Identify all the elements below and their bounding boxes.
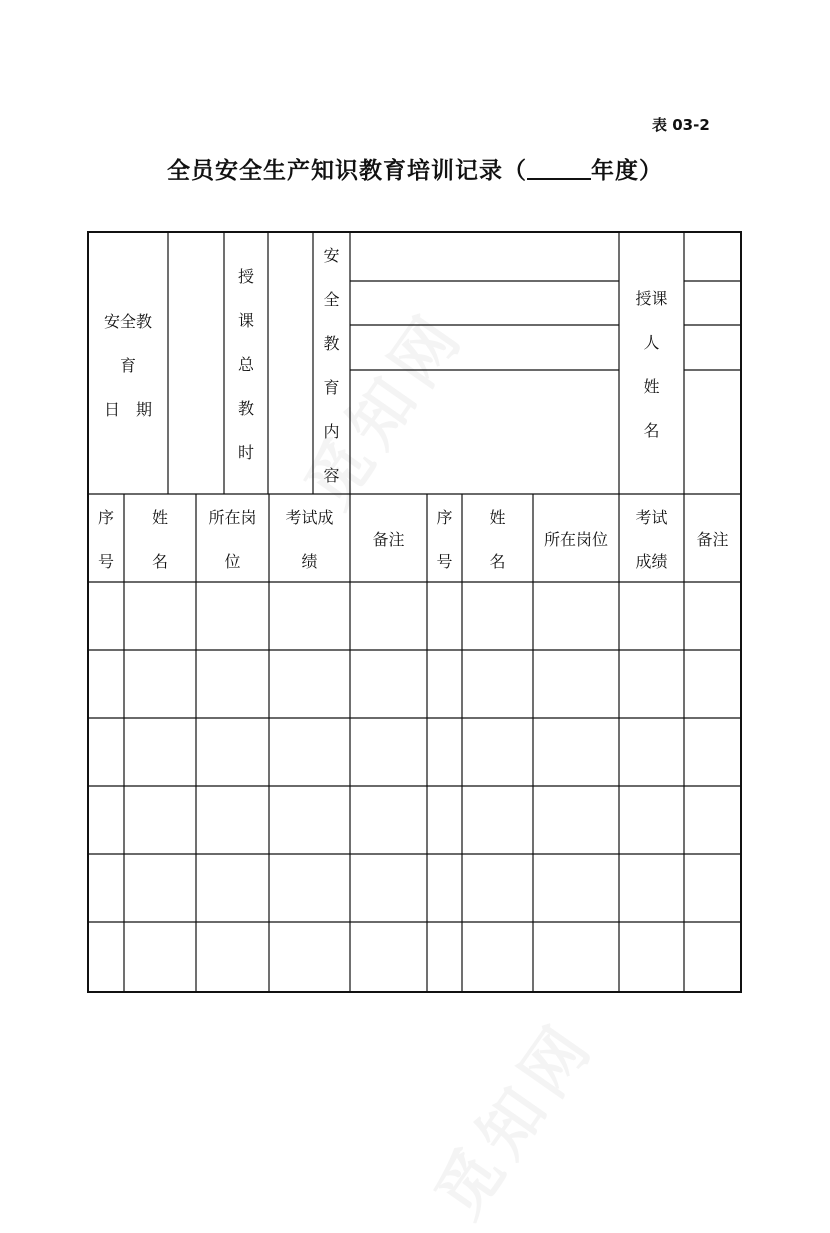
col-score-line: 考试成 bbox=[285, 508, 334, 527]
col-post-left bbox=[196, 496, 269, 584]
edu-content-char: 内 bbox=[323, 422, 340, 441]
col-post-line: 所在岗 bbox=[208, 508, 257, 527]
total-hours-char: 总 bbox=[237, 355, 254, 374]
instructor-name-header bbox=[619, 277, 684, 453]
edu-content-char: 教 bbox=[323, 334, 340, 353]
total-hours-header bbox=[224, 255, 268, 475]
col-name-char: 姓 bbox=[151, 508, 168, 527]
col-name-char: 名 bbox=[489, 552, 506, 571]
col-remark-right: 备注 bbox=[696, 530, 729, 549]
edu-content-char: 安 bbox=[323, 246, 340, 265]
col-name-left bbox=[124, 496, 196, 584]
col-name-char: 名 bbox=[151, 552, 168, 571]
total-hours-char: 课 bbox=[237, 311, 254, 330]
col-seq-char: 序 bbox=[436, 508, 453, 527]
instructor-char: 人 bbox=[643, 333, 660, 352]
edu-content-char: 育 bbox=[323, 378, 340, 397]
col-seq-right bbox=[427, 496, 462, 584]
instructor-char: 名 bbox=[643, 421, 660, 440]
total-hours-char: 授 bbox=[237, 267, 254, 286]
edu-date-line-1: 安全教 bbox=[103, 312, 152, 331]
col-score-left bbox=[269, 496, 350, 584]
col-remark-left: 备注 bbox=[372, 530, 405, 549]
col-seq-left bbox=[88, 496, 124, 584]
title-suffix: 年度） bbox=[591, 158, 663, 184]
col-name-char: 姓 bbox=[489, 508, 506, 527]
edu-date-header bbox=[88, 300, 168, 432]
edu-content-header bbox=[313, 234, 350, 498]
edu-date-line-2: 育 bbox=[119, 356, 136, 375]
col-name-right bbox=[462, 496, 533, 584]
col-seq-char: 号 bbox=[436, 552, 453, 571]
col-seq-char: 号 bbox=[97, 552, 114, 571]
instructor-char: 姓 bbox=[643, 377, 660, 396]
total-hours-char: 教 bbox=[237, 399, 254, 418]
col-post-right: 所在岗位 bbox=[543, 530, 608, 549]
col-seq-char: 序 bbox=[97, 508, 114, 527]
edu-content-char: 全 bbox=[323, 290, 340, 309]
edu-content-char: 容 bbox=[323, 466, 340, 485]
instructor-char: 授课 bbox=[635, 289, 668, 308]
col-score-line: 绩 bbox=[301, 552, 318, 571]
edu-date-line-3: 日 期 bbox=[103, 400, 152, 419]
col-score-line: 考试 bbox=[635, 508, 668, 527]
col-score-right bbox=[619, 496, 684, 584]
col-score-line: 成绩 bbox=[635, 552, 668, 571]
total-hours-char: 时 bbox=[237, 443, 254, 462]
title-prefix: 全员安全生产知识教育培训记录（ bbox=[167, 158, 527, 184]
form-number: 表 03-2 bbox=[652, 116, 710, 134]
col-post-line: 位 bbox=[224, 552, 241, 571]
